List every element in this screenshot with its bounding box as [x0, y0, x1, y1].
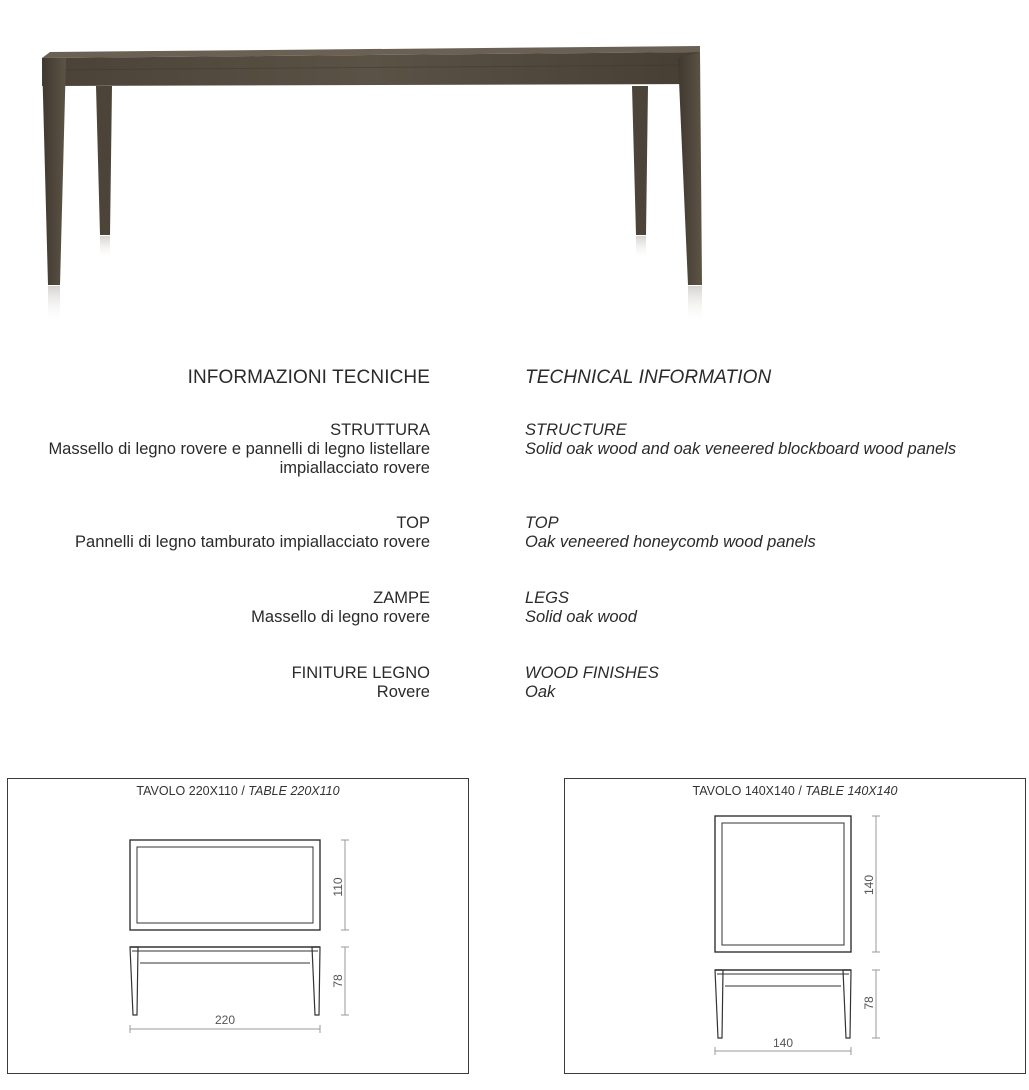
spec-finishes-it	[0, 664, 430, 702]
elev-leg-left	[130, 947, 138, 1015]
spec-top-it	[0, 514, 430, 552]
elev-leg-right	[843, 970, 851, 1038]
plan-outline	[715, 816, 851, 952]
spec-top-en	[525, 514, 1025, 552]
width-label: 140	[772, 1036, 794, 1050]
spec-legs-en	[525, 589, 1025, 627]
spec-heading: TOP	[396, 514, 430, 532]
plan-inner	[137, 847, 313, 923]
spec-heading: WOOD FINISHES	[525, 664, 659, 682]
spec-value: Rovere	[376, 683, 430, 701]
caption-en: TABLE 140X140	[805, 784, 898, 798]
section-title-en: TECHNICAL INFORMATION	[525, 367, 772, 388]
caption-it: TAVOLO 220X110 /	[136, 784, 249, 798]
drawing-table-140x140	[564, 778, 1026, 1074]
spec-value: Solid oak wood	[525, 608, 637, 626]
spec-legs-it	[0, 589, 430, 627]
depth-label: 110	[331, 877, 345, 897]
table-illustration	[30, 30, 720, 330]
spec-value: Massello di legno rovere	[251, 608, 430, 626]
caption-en: TABLE 220X110	[248, 784, 340, 798]
spec-value: Solid oak wood and oak veneered blockboard wood panels	[525, 440, 957, 458]
drawing-table-220x110	[7, 778, 469, 1074]
plan-inner	[722, 823, 844, 945]
section-title-it: INFORMAZIONI TECNICHE	[187, 367, 430, 388]
width-label: 220	[214, 1013, 236, 1027]
dimension-drawing	[8, 779, 470, 1075]
product-photo	[30, 30, 720, 330]
spec-finishes-en	[525, 664, 1025, 702]
spec-heading: STRUTTURA	[330, 421, 430, 439]
spec-heading: ZAMPE	[373, 589, 430, 607]
depth-label: 140	[862, 874, 876, 896]
caption-it: TAVOLO 140X140 /	[692, 784, 806, 798]
spec-value: Oak veneered honeycomb wood panels	[525, 533, 816, 551]
spec-heading: LEGS	[525, 589, 570, 607]
height-label: 78	[862, 996, 876, 1010]
spec-value: Massello di legno rovere e pannelli di legno listellare	[48, 440, 430, 458]
spec-value: Oak	[525, 683, 556, 701]
spec-heading: FINITURE LEGNO	[291, 664, 430, 682]
spec-value: impiallacciato rovere	[279, 459, 430, 477]
dimension-drawing	[565, 779, 1027, 1075]
spec-heading: STRUCTURE	[525, 421, 627, 439]
spec-structure-it	[0, 421, 430, 478]
elev-leg-right	[312, 947, 320, 1015]
elev-leg-left	[715, 970, 723, 1038]
plan-outline	[130, 840, 320, 930]
spec-heading: TOP	[525, 514, 559, 532]
spec-value: Pannelli di legno tamburato impiallacciato rovere	[75, 533, 430, 551]
height-label: 78	[331, 974, 345, 988]
spec-structure-en	[525, 421, 1025, 459]
